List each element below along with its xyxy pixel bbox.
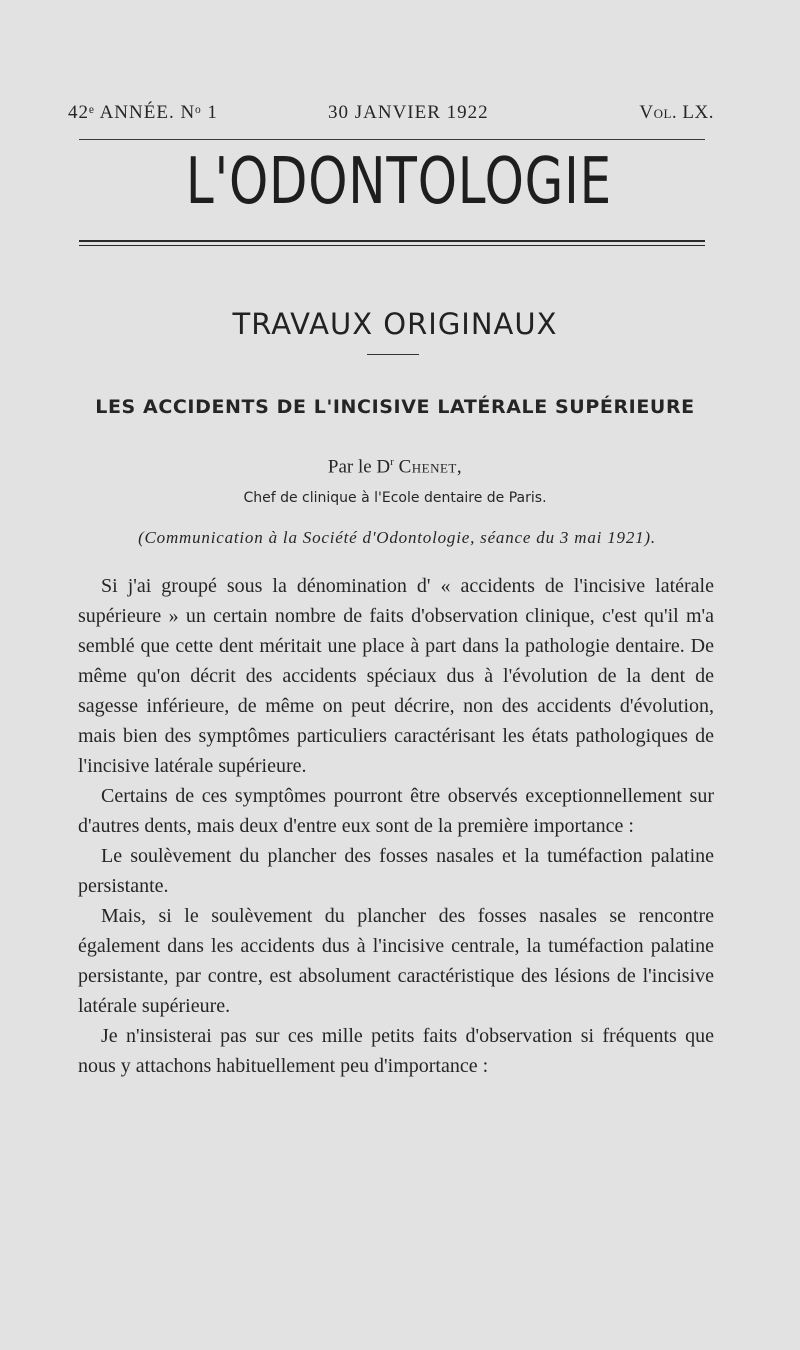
byline-superscript: r — [390, 456, 394, 468]
article-body — [78, 571, 714, 1081]
issue-date: 30 JANVIER 1922 — [328, 102, 489, 123]
body-paragraph: Si j'ai groupé sous la dénomination d' « accidents de l'incisive latérale supérieure » un certain nombre de faits d'observation clinique, c'est qu'il m'a semblé que cette dent méritait une place à part dans la pathologie dentaire. De même qu'on décrit des accidents spéciaux dus à l'évolution de la dent de sagesse inférieure, de même on peut décrire, non des accidents d'évolution, mais bien des symptômes particuliers caractérisant les états pathologiques de l'incisive latérale supérieure. — [78, 575, 714, 777]
byline-prefix: Par le D — [327, 456, 391, 478]
body-paragraph: Je n'insisterai pas sur ces mille petits faits d'observation si fréquents que nous y attachons habituellement peu d'importance : — [78, 1025, 714, 1077]
issue-number: 42ᵉ ANNÉE. Nᵒ 1 — [68, 102, 218, 123]
article-title: LES ACCIDENTS DE L'INCISIVE LATÉRALE SUPÉRIEURE — [95, 396, 695, 418]
author-affiliation: Chef de clinique à l'Ecole dentaire de Paris. — [243, 490, 547, 506]
section-rule — [367, 354, 419, 355]
byline — [0, 456, 790, 478]
author-name: Chenet, — [398, 456, 463, 478]
header-rule — [79, 139, 705, 140]
communication-note: (Communication à la Société d'Odontologie, séance du 3 mai 1921). — [138, 528, 656, 547]
running-header — [68, 102, 714, 130]
title-double-rule — [79, 240, 705, 246]
journal-title: L'ODONTOLOGIE — [185, 145, 612, 219]
section-title: TRAVAUX ORIGINAUX — [232, 307, 558, 341]
body-paragraph: Le soulèvement du plancher des fosses nasales et la tuméfaction palatine persistante. — [78, 845, 714, 897]
body-paragraph: Certains de ces symptômes pourront être observés exceptionnellement sur d'autres dents, mais deux d'entre eux sont de la première importance : — [78, 785, 714, 837]
body-paragraph: Mais, si le soulèvement du plancher des fosses nasales se rencontre également dans les accidents dus à l'incisive centrale, la tuméfaction palatine persistante, par contre, est absolument caractéristique des lésions de l'incisive latérale supérieure. — [78, 905, 714, 1017]
volume-number: Vol. LX. — [639, 102, 714, 123]
